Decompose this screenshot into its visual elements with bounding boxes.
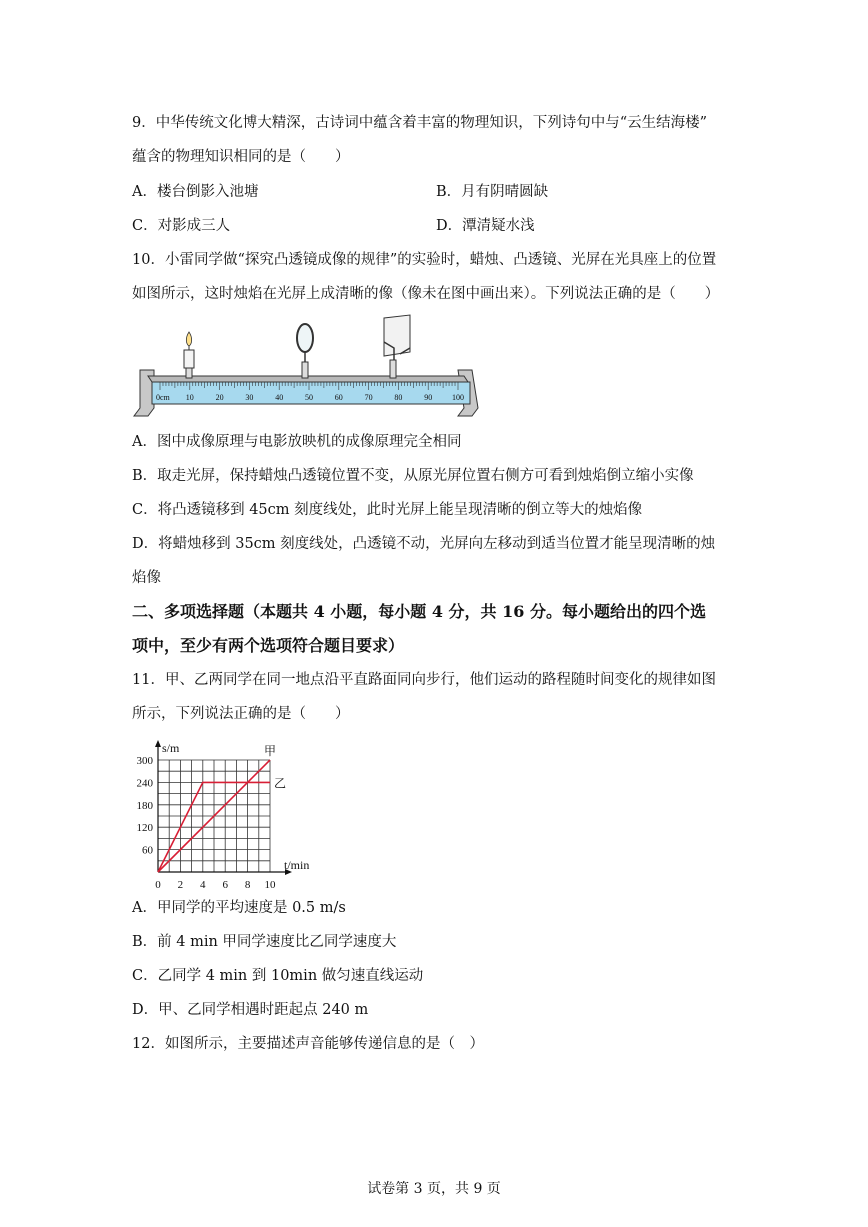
q10-option-a: A．图中成像原理与电影放映机的成像原理完全相同: [132, 434, 462, 450]
convex-lens: [297, 324, 313, 352]
ruler-tick-label: 80: [394, 393, 403, 402]
x-tick-label: 2: [177, 879, 184, 891]
y-tick-label: 60: [142, 844, 153, 857]
q9-option-c: C．对影成三人: [132, 218, 231, 234]
screen-holder: [390, 360, 396, 378]
section2-heading-line2: 项中，至少有两个选项符合题目要求）: [132, 636, 405, 655]
q11-stem-line2: 所示，下列说法正确的是（ ）: [132, 706, 350, 722]
ruler-tick-label: 40: [275, 393, 284, 402]
q9-stem-line2: 蕴含的物理知识相同的是（ ）: [132, 149, 350, 165]
q10-option-d-line2: 焰像: [132, 570, 161, 586]
ruler-tick-label: 70: [364, 393, 373, 402]
candle: [184, 350, 194, 368]
x-tick-label: 10: [264, 879, 276, 891]
q10-option-d-line1: D．将蜡烛移到 35cm 刻度线处，凸透镜不动，光屏向左移动到适当位置才能呈现清晰的烛: [132, 536, 716, 552]
q11-option-d: D．甲、乙同学相遇时距起点 240 m: [132, 1002, 369, 1018]
ruler-tick-label: 60: [334, 393, 343, 402]
ruler-tick-label: 100: [452, 393, 464, 402]
candle-holder: [186, 368, 192, 378]
y-tick-label: 180: [136, 799, 153, 812]
q9-option-d: D．潭清疑水浅: [436, 218, 535, 234]
x-axis-label: t/min: [284, 858, 310, 872]
q10-stem-line1: 10．小雷同学做“探究凸透镜成像的规律”的实验时，蜡烛、凸透镜、光屏在光具座上的位置: [132, 252, 717, 268]
x-tick-label: 6: [222, 879, 228, 891]
q11-option-c: C．乙同学 4 min 到 10min 做匀速直线运动: [132, 968, 424, 984]
q12-stem-line1: 12．如图所示，主要描述声音能够传递信息的是（ ）: [132, 1036, 484, 1052]
x-tick-label: 0: [155, 879, 161, 891]
q10-option-c: C．将凸透镜移到 45cm 刻度线处，此时光屏上能呈现清晰的倒立等大的烛焰像: [132, 502, 643, 518]
candle-flame: [186, 332, 191, 346]
q11-option-b: B．前 4 min 甲同学速度比乙同学速度大: [132, 934, 397, 950]
y-tick-label: 120: [136, 822, 153, 835]
ruler-tick-label: 20: [215, 393, 224, 402]
ruler-tick-label: 90: [424, 393, 433, 402]
page-footer: 试卷第 3 页，共 9 页: [367, 1181, 501, 1197]
q10-stem-line2: 如图所示，这时烛焰在光屏上成清晰的像（像未在图中画出来）。下列说法正确的是（ ）: [132, 286, 720, 302]
y-axis-label: s/m: [162, 741, 180, 755]
x-tick-label: 8: [244, 879, 251, 891]
ruler-tick-label: 10: [185, 393, 194, 402]
y-axis-arrow: [155, 740, 161, 747]
x-tick-label: 4: [200, 879, 206, 891]
optical-bench-figure: [128, 312, 484, 424]
q11-option-a: A．甲同学的平均速度是 0.5 m/s: [132, 900, 346, 916]
series-label-jia: 甲: [264, 744, 277, 758]
distance-time-chart: [128, 732, 328, 892]
ruler-tick-label: 30: [245, 393, 254, 402]
ruler-tick-label: 50: [305, 393, 313, 402]
y-tick-label: 240: [136, 777, 153, 790]
q10-option-b: B．取走光屏，保持蜡烛凸透镜位置不变，从原光屏位置右侧方可看到烛焰倒立缩小实像: [132, 468, 694, 484]
section2-heading-line1: 二、多项选择题（本题共 4 小题，每小题 4 分，共 16 分。每小题给出的四个选: [132, 602, 706, 621]
y-tick-label: 300: [136, 755, 153, 767]
q9-stem-line1: 9．中华传统文化博大精深，古诗词中蕴含着丰富的物理知识，下列诗句中与“云生结海楼”: [132, 115, 708, 131]
ruler-unit-label: 0cm: [156, 393, 170, 402]
lens-holder: [302, 362, 308, 378]
series-label-yi: 乙: [274, 776, 287, 791]
q9-option-b: B．月有阴晴圆缺: [436, 184, 549, 200]
q11-stem-line1: 11．甲、乙两同学在同一地点沿平直路面同向步行，他们运动的路程随时间变化的规律如图: [132, 672, 716, 688]
q9-option-a: A．楼台倒影入池塘: [132, 184, 259, 200]
